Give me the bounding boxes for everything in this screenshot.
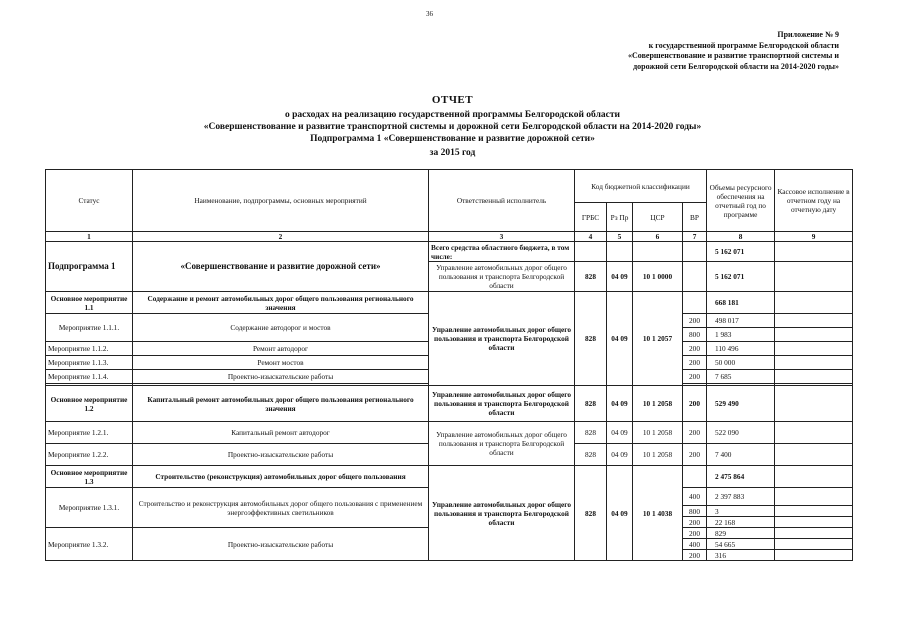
subprogram-rzpr: 04 09 [607,262,633,292]
value-cell: 110 496 [707,342,775,356]
header-executor: Ответственный исполнитель [429,170,575,232]
subprogram-total-value: 5 162 071 [707,242,775,262]
executor-block-2: Управление автомобильных дорог общего пользования и транспорта Белгородской области [429,422,575,466]
activity-1-1-2-name: Ремонт автодорог [133,342,429,356]
subprogram-grbs: 828 [575,262,607,292]
col-number: 1 [46,232,133,242]
rzpr-cell: 04 09 [607,444,633,466]
header-csr: ЦСР [633,203,683,232]
main-activity-1-2-value: 529 490 [707,386,775,422]
vr-cell: 200 [683,550,707,561]
appendix-line1: Приложение № 9 [777,30,839,39]
executor-block-1: Управление автомобильных дорог общего пользования и транспорта Белгородской области [429,292,575,386]
vr-cell: 200 [683,422,707,444]
csr-cell: 10 1 2058 [633,422,683,444]
header-vr: ВР [683,203,707,232]
activity-1-1-1-name: Содержание автодорог и мостов [133,314,429,342]
subprogram-total-label: Всего средства областного бюджета, в том числе: [429,242,575,262]
vr-cell: 800 [683,506,707,517]
csr-cell: 10 1 2058 [633,444,683,466]
header-grbs: ГРБС [575,203,607,232]
appendix-line4: дорожной сети Белгородской области на 2014-2020 годы» [633,61,839,71]
activity-1-2-1-status: Мероприятие 1.2.1. [46,422,133,444]
activity-1-1-2-status: Мероприятие 1.1.2. [46,342,133,356]
block1-rzpr: 04 09 [607,292,633,386]
value-cell: 522 090 [707,422,775,444]
col-number: 4 [575,232,607,242]
main-activity-1-3-status: Основное мероприятие 1.3 [46,466,133,488]
main-activity-1-1-status: Основное мероприятие 1.1 [46,292,133,314]
subprogram-executor: Управление автомобильных дорог общего пользования и транспорта Белгородской области [429,262,575,292]
vr-cell: 200 [683,370,707,384]
header-rzpr: Рз Пр [607,203,633,232]
main-activity-1-2-grbs: 828 [575,386,607,422]
vr-cell: 200 [683,314,707,328]
grbs-cell: 828 [575,422,607,444]
header-volume: Объемы ресурсного обеспечения на отчетный год по программе [707,170,775,232]
report-subtitle-2: «Совершенствование и развитие транспортной системы и дорожной сети Белгородской области на 2014-2020 годы» [203,122,702,132]
main-activity-1-2-rzpr: 04 09 [607,386,633,422]
vr-cell: 800 [683,328,707,342]
activity-1-2-2-name: Проектно-изыскательские работы [133,444,429,466]
rzpr-cell: 04 09 [607,422,633,444]
vr-cell: 400 [683,488,707,506]
page-number: 36 [426,10,433,18]
vr-cell: 200 [683,528,707,539]
activity-1-3-1-name: Строительство и реконструкция автомобильных дорог общего пользования с применением энергоэффективных светильников [133,488,429,528]
activity-1-3-1-status: Мероприятие 1.3.1. [46,488,133,528]
activity-1-1-3-status: Мероприятие 1.1.3. [46,356,133,370]
col-number: 5 [607,232,633,242]
appendix-line3: «Совершенствование и развитие транспортной системы и [628,51,839,60]
value-cell: 498 017 [707,314,775,328]
grbs-cell: 828 [575,444,607,466]
value-cell: 54 665 [707,539,775,550]
value-cell: 2 397 883 [707,488,775,506]
main-activity-1-1-value: 668 181 [707,292,775,314]
report-subtitle-1: о расходах на реализацию государственной программы Белгородской области [284,110,621,120]
main-activity-1-3-name: Строительство (реконструкция) автомобильных дорог общего пользования [133,466,429,488]
main-activity-1-2-name: Капитальный ремонт автомобильных дорог общего пользования регионального значения [133,386,429,422]
block3-rzpr: 04 09 [607,466,633,561]
activity-1-1-4-status: Мероприятие 1.1.4. [46,370,133,384]
activity-1-1-1-status: Мероприятие 1.1.1. [46,314,133,342]
vr-cell: 200 [683,342,707,356]
report-table [45,169,853,561]
main-activity-1-2-vr: 200 [683,386,707,422]
header-budget-code: Код бюджетной классификации [575,170,707,203]
main-activity-1-2-csr: 10 1 2058 [633,386,683,422]
appendix-line2: к государственной программе Белгородской области [648,40,839,50]
value-cell: 22 168 [707,517,775,528]
col-number: 7 [683,232,707,242]
activity-1-1-4-name: Проектно-изыскательские работы [133,370,429,384]
report-subtitle-3: Подпрограмма 1 «Совершенствование и развитие дорожной сети» [310,134,595,144]
activity-1-3-2-status: Мероприятие 1.3.2. [46,528,133,561]
subprogram-status: Подпрограмма 1 [46,242,133,292]
report-year: за 2015 год [429,148,476,158]
col-number: 6 [633,232,683,242]
appendix-block [628,30,839,72]
activity-1-1-3-name: Ремонт мостов [133,356,429,370]
header-cash: Кассовое исполнение в отчетном году на отчетную дату [775,170,853,232]
block1-csr: 10 1 2057 [633,292,683,386]
col-number: 2 [133,232,429,242]
main-activity-1-3-value: 2 475 864 [707,466,775,488]
vr-cell: 200 [683,444,707,466]
value-cell: 3 [707,506,775,517]
activity-1-2-1-name: Капитальный ремонт автодорог [133,422,429,444]
main-activity-1-1-name: Содержание и ремонт автомобильных дорог общего пользования регионального значения [133,292,429,314]
value-cell: 1 983 [707,328,775,342]
value-cell: 7 400 [707,444,775,466]
vr-cell: 200 [683,517,707,528]
value-cell: 829 [707,528,775,539]
activity-1-3-2-name: Проектно-изыскательские работы [133,528,429,561]
header-name: Наименование, подпрограммы, основных мероприятий [133,170,429,232]
report-title: ОТЧЕТ [431,94,474,106]
value-cell: 50 000 [707,356,775,370]
block1-grbs: 828 [575,292,607,386]
block3-grbs: 828 [575,466,607,561]
activity-1-2-2-status: Мероприятие 1.2.2. [46,444,133,466]
main-activity-1-2-status: Основное мероприятие 1.2 [46,386,133,422]
header-status: Статус [46,170,133,232]
subprogram-value: 5 162 071 [707,262,775,292]
value-cell: 316 [707,550,775,561]
executor-block-3: Управление автомобильных дорог общего пользования и транспорта Белгородской области [429,466,575,561]
block3-csr: 10 1 4038 [633,466,683,561]
vr-cell: 200 [683,356,707,370]
subprogram-csr: 10 1 0000 [633,262,683,292]
col-number: 9 [775,232,853,242]
vr-cell: 400 [683,539,707,550]
col-number: 3 [429,232,575,242]
value-cell: 7 685 [707,370,775,384]
subprogram-name: «Совершенствование и развитие дорожной сети» [133,242,429,292]
col-number: 8 [707,232,775,242]
main-activity-1-2-executor: Управление автомобильных дорог общего пользования и транспорта Белгородской области [429,386,575,422]
